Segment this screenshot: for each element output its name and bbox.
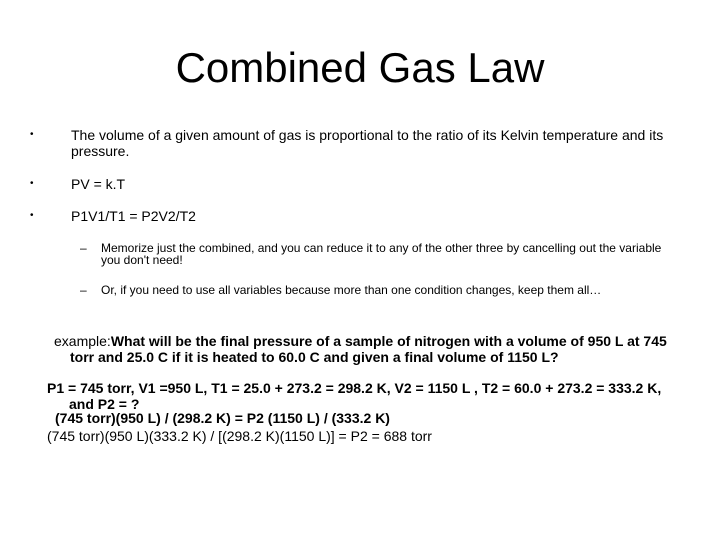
calc-line-4: (745 torr)(950 L)(333.2 K) / [(298.2 K)(1150 L)] = P2 = 688 torr: [47, 428, 432, 444]
calc-line-1: P1 = 745 torr, V1 =950 L, T1 = 25.0 + 273.2 = 298.2 K, V2 = 1150 L , T2 = 60.0 + 273.2 = 333.2 K,: [47, 380, 662, 396]
calc-line-2: and P2 = ?: [69, 396, 140, 412]
slide-title: Combined Gas Law: [175, 44, 545, 91]
sub-bullet-text: Or, if you need to use all variables because more than one condition changes, keep them all…: [101, 283, 602, 297]
bullet-marker: •: [30, 178, 34, 189]
example-label: example:: [54, 333, 111, 349]
bullet-text: P1V1/T1 = P2V2/T2: [71, 208, 196, 224]
sub-bullet-text: Memorize just the combined, and you can reduce it to any of the other three by cancelling out the variable you don't need!: [101, 241, 662, 267]
sub-bullet-marker: –: [80, 283, 87, 297]
bullet-marker: •: [30, 129, 34, 140]
example-line-1: What will be the final pressure of a sample of nitrogen with a volume of 950 L at 745: [110, 333, 667, 349]
bullet-marker: •: [30, 210, 34, 221]
calc-givens: [47, 380, 707, 412]
example-question: [54, 333, 694, 365]
bullet-text: PV = k.T: [71, 176, 126, 192]
bullet-text: The volume of a given amount of gas is proportional to the ratio of its Kelvin temperature and its pressure.: [71, 127, 664, 159]
example-line-2: torr and 25.0 C if it is heated to 60.0 C and given a final volume of 1150 L?: [70, 349, 559, 365]
calc-line-3: (745 torr)(950 L) / (298.2 K) = P2 (1150 L) / (333.2 K): [55, 410, 390, 426]
sub-bullet-marker: –: [80, 241, 87, 255]
